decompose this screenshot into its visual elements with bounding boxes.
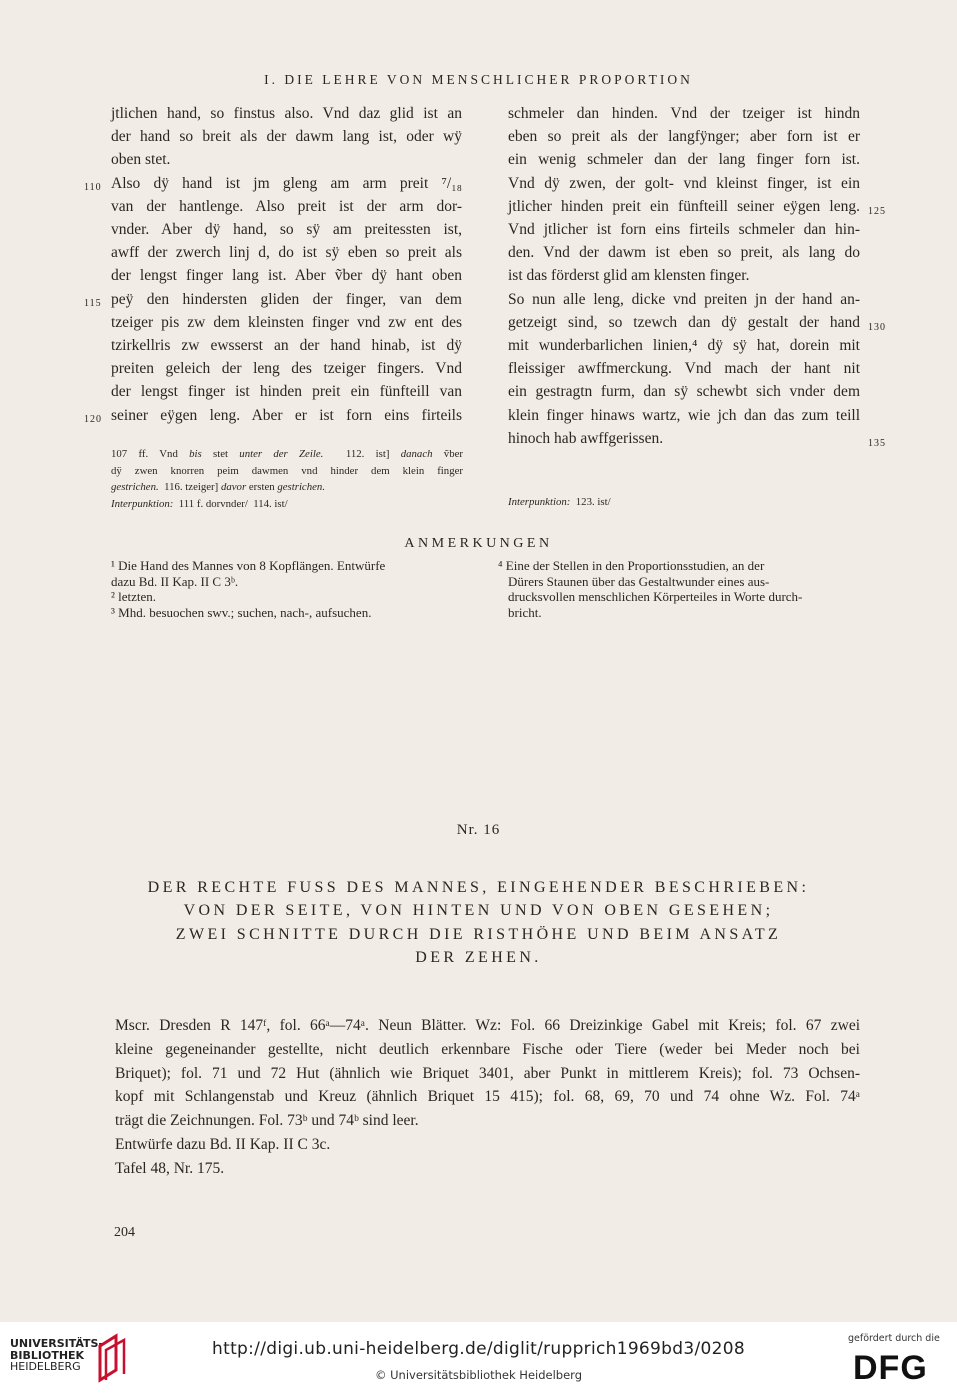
text-line: seiner eÿgen leng. Aber er ist forn eins firteils: [111, 406, 462, 424]
line-number: 115: [84, 298, 102, 309]
line-number: 130: [868, 322, 886, 333]
apparatus-line: dÿ zwen knorren peim dawmen vnd hinder dem klein finger: [111, 464, 463, 477]
note-line: ⁴ Eine der Stellen in den Proportionsstudien, an der: [498, 558, 765, 573]
note-line: ³ Mhd. besuochen swv.; suchen, nach-, aufsuchen.: [111, 604, 372, 620]
text-line: tzeiger pis zw dem kleinsten finger vnd zw ent des: [111, 313, 462, 331]
notes-heading: ANMERKUNGEN: [404, 536, 553, 551]
text-line: Vnd jtlicher ist forn eins firteils schmeler dan hin-: [508, 221, 860, 239]
note-line: drucksvollen menschlichen Körperteiles in Worte durch-: [508, 589, 803, 604]
notes-left: [111, 558, 463, 620]
text-line: hinoch hab awffgerissen.: [508, 429, 664, 447]
entry-number: Nr. 16: [456, 822, 501, 838]
dfg-logo: DFG: [853, 1349, 928, 1387]
text-line: awff der zwerch linj d, do ist sÿ eben so preit als: [111, 244, 462, 262]
apparatus-line: 107 ff. Vnd bis stet unter der Zeile. 112. ist] danach ṽber: [111, 448, 463, 460]
text-line: jtlichen hand, so finstus also. Vnd daz glid ist an: [111, 105, 462, 122]
title-line: ZWEI SCHNITTE DURCH DIE RISTHÖHE UND BEIM ANSATZ: [175, 925, 782, 943]
description-line: kopf mit Schlangenstab und Kreuz (ähnlich Briquet 15 415); fol. 68, 69, 70 und 74 ohne Wz. Fol. 74ᵃ: [115, 1088, 860, 1106]
apparatus-line: gestrichen. 116. tzeiger] davor ersten gestrichen.: [111, 481, 326, 493]
note-line: ² letzten.: [111, 589, 157, 604]
note-line: Dürers Staunen über das Gestaltwunder eines aus-: [508, 573, 770, 589]
funding-label: gefördert durch die: [848, 1333, 940, 1344]
note-line: dazu Bd. II Kap. II C 3ᵇ.: [111, 573, 239, 589]
description-line: Tafel 48, Nr. 175.: [115, 1159, 225, 1177]
text-line: So nun alle leng, dicke vnd preiten jn der hand an-: [508, 290, 860, 308]
description-line: Briquet); fol. 71 und 72 Hut (ähnlich wie Briquet 3401, aber Punkt in mittlerem Kreis); fol. 73 Ochsen-: [115, 1064, 860, 1082]
text-line: eben so preit als der langfÿnger; aber forn ist er: [508, 128, 860, 146]
text-column-left: [111, 102, 462, 427]
text-line: den. Vnd der dawm ist eben so preit, als lang do: [508, 244, 860, 262]
text-line: van der hantlenge. Also preit ist der arm dor-: [111, 197, 462, 215]
text-line: vnder. Aber dÿ hand, so sÿ am preitessten ist,: [111, 221, 462, 239]
text-line: schmeler dan hinden. Vnd der tzeiger ist hindn: [508, 105, 860, 122]
critical-apparatus-right: Interpunktion: 123. ist/: [508, 496, 611, 508]
title-line: VON DER SEITE, VON HINTEN UND VON OBEN GESEHEN;: [183, 902, 774, 920]
text-line: peÿ den hindersten gliden der finger, van dem: [111, 290, 462, 308]
line-number: 120: [84, 414, 102, 425]
entry-title: [60, 876, 897, 969]
line-number: 135: [868, 438, 886, 449]
text-line: getzeigt sind, so tzewch dan dÿ gestalt der hand: [508, 313, 860, 331]
footer-bar: [0, 1322, 957, 1393]
library-name: UNIVERSITÄTS- BIBLIOTHEK HEIDELBERG: [10, 1337, 104, 1373]
text-line: ein wenig schmeler dan der lang finger forn ist.: [508, 151, 860, 169]
note-line: bricht.: [508, 604, 542, 620]
text-line: Vnd dÿ zwen, der golt- vnd kleinst finger, ist ein: [508, 174, 860, 192]
text-line: ist das förderst glid am klensten finger.: [508, 267, 750, 285]
description-line: kleine gegeneinander gestellte, nicht deutlich erkennbare Fische oder Tiere (weder bei Meder noch bei: [115, 1040, 860, 1058]
text-line: mit wunderbarlichen linien,⁴ dÿ sÿ hat, dorein mit: [508, 337, 860, 355]
copyright-notice: © Universitätsbibliothek Heidelberg: [374, 1368, 582, 1382]
description-line: Mscr. Dresden R 147ᶠ, fol. 66ᵃ—74ᵃ. Neun Blätter. Wz: Fol. 66 Dreizinkige Gabel mit Kreis; fol. 67 zwei: [115, 1017, 860, 1034]
line-number: 110: [84, 182, 102, 193]
text-line: preiten geleich der leng des tzeiger fingers. Vnd: [111, 360, 462, 378]
running-head: I. DIE LEHRE VON MENSCHLICHER PROPORTION: [264, 72, 693, 87]
critical-apparatus-left: [111, 446, 463, 512]
manuscript-description: [115, 1014, 860, 1181]
note-line: ¹ Die Hand des Mannes von 8 Kopflängen. Entwürfe: [111, 558, 386, 573]
title-line: DER ZEHEN.: [415, 948, 542, 966]
apparatus-line: Interpunktion: 111 f. dorvnder/ 114. ist/: [111, 497, 288, 510]
text-line: der lengst finger lang ist. Aber ṽber dÿ hant oben: [111, 267, 462, 285]
text-line: klein finger hinaws wartz, wie jch dan das zum teill: [508, 406, 860, 424]
text-line: Also dÿ hand ist jm gleng am arm preit ⁷/₁₈: [111, 174, 462, 192]
description-line: Entwürfe dazu Bd. II Kap. II C 3c.: [115, 1135, 331, 1153]
line-number: 125: [868, 206, 886, 217]
text-line: tzirkellris zw ewsserst an der hand hinab, ist dÿ: [111, 337, 462, 355]
page-number: 204: [114, 1225, 135, 1240]
text-line: ein gestragtn furm, dan sÿ schewbt sich vnder dem: [508, 383, 860, 401]
text-line: der hand so breit als der dawm lang ist, oder wÿ: [111, 128, 462, 146]
text-line: oben stet.: [111, 151, 171, 169]
text-line: jtlicher hinden preit ein fünfteill seiner eÿgen leng.: [508, 197, 860, 215]
text-column-right: [508, 102, 860, 450]
text-line: der lengst finger ist hinden preit ein fünfteill van: [111, 383, 462, 401]
permalink-url[interactable]: http://digi.ub.uni-heidelberg.de/diglit/rupprich1969bd3/0208: [212, 1339, 745, 1359]
text-line: fleissiger awffmerckung. Vnd mach der hant nit: [508, 360, 860, 378]
description-line: trägt die Zeichnungen. Fol. 73ᵇ und 74ᵇ sind leer.: [115, 1112, 419, 1130]
notes-right: [498, 558, 860, 620]
title-line: DER RECHTE FUSS DES MANNES, EINGEHENDER BESCHRIEBEN:: [147, 879, 810, 896]
